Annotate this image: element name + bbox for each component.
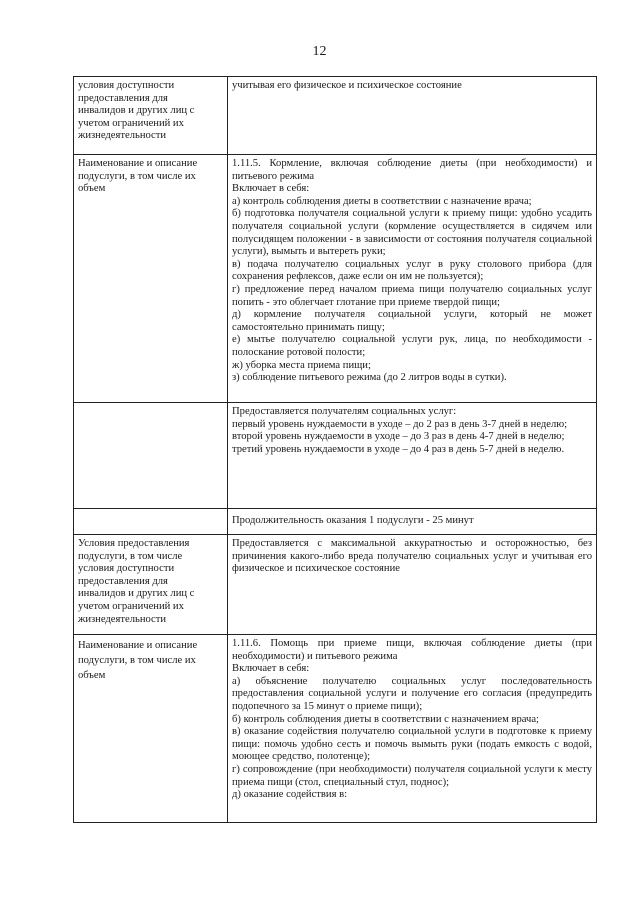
content-line: третий уровень нуждаемости в уходе – до 4 раз в день 5-7 дней в неделю.: [232, 443, 565, 455]
content-line: Предоставляется получателям социальных услуг:: [232, 406, 457, 417]
content-line: 1.11.5. Кормление, включая соблюдение диеты (при необходимости) и питьевого режима: [232, 158, 592, 182]
table-row: [74, 155, 597, 403]
row-label-cell: [74, 535, 228, 635]
page-number: 12: [312, 44, 327, 59]
label-line: Наименование и описание: [78, 158, 198, 169]
label-line: объем: [78, 183, 106, 195]
label-line: жизнедеятельности: [78, 613, 167, 625]
row-label-cell: [74, 403, 228, 509]
row-label-cell: [74, 77, 228, 155]
row-content-cell: [228, 77, 597, 155]
content-line: в) подача получателю социальных услуг в руку столового прибора (для сохранения рефлексов, даже если он им не пользуется);: [232, 258, 592, 283]
label-line: Условия предоставления: [78, 538, 190, 549]
row-label-cell: [74, 509, 228, 535]
content-line: Включает в себя:: [232, 663, 310, 675]
content-line: Продолжительность оказания 1 подуслуги - 25 минут: [232, 515, 474, 526]
label-line: жизнедеятельности: [78, 130, 167, 142]
label-line: предоставления для: [78, 92, 168, 104]
label-line: учетом ограничений их: [78, 600, 184, 612]
content-line: второй уровень нуждаемости в уходе – до 3 раз в день 4-7 дней в неделю;: [232, 431, 565, 443]
table-row: [74, 509, 597, 535]
content-line: е) мытье получателю социальной услуги рук, лица, по необходимости - полоскание ротовой полости;: [232, 334, 592, 358]
content-line: б) контроль соблюдения диеты в соответствии с назначением врача;: [232, 713, 540, 725]
table-row: [74, 77, 597, 155]
table-row: [74, 403, 597, 509]
content-line: 1.11.6. Помощь при приеме пищи, включая соблюдение диеты (при необходимости) и питьевого режима: [232, 638, 592, 662]
content-line: ж) уборка места приема пищи;: [232, 359, 371, 371]
content-line: а) объяснение получателю социальных услуг последовательность предоставления социальной услуги и получение его согласия (предупредить подопечного за 15 минут о приеме пищи);: [232, 675, 592, 712]
row-content-cell: [228, 535, 597, 635]
label-line: Наименование и описание: [78, 640, 198, 651]
content-line: а) контроль соблюдения диеты в соответствии с назначение врача;: [232, 195, 532, 207]
content-line: б) подготовка получателя социальной услуги к приему пищи: удобно усадить получателя социальной услуги (кормление осуществляется в сидячем или полусидящем положении - в зависимости от состояния получателя социальной услуги), вымыть и вытереть руки;: [232, 208, 592, 258]
row-content-cell: [228, 509, 597, 535]
services-table: [73, 76, 597, 823]
content-line: учитывая его физическое и психическое состояние: [232, 80, 462, 91]
label-line: инвалидов и других лиц с: [78, 588, 195, 600]
label-line: подуслуги, в том числе их: [78, 170, 196, 182]
row-content-cell: [228, 155, 597, 403]
row-content-cell: [228, 635, 597, 823]
label-line: подуслуги, в том числе: [78, 550, 183, 562]
table-row: [74, 535, 597, 635]
content-line: первый уровень нуждаемости в уходе – до 2 раз в день 3-7 дней в неделю;: [232, 418, 568, 430]
label-line: предоставления для: [78, 575, 168, 587]
label-line: инвалидов и других лиц с: [78, 105, 195, 117]
label-line: учетом ограничений их: [78, 117, 184, 129]
content-line: в) оказание содействия получателю социальной услуги в подготовке к приему пищи: помочь удобно сесть и помочь вымыть руки (подать емкость с водой, моющее средство, полотенце);: [232, 726, 592, 763]
table-row: [74, 635, 597, 823]
content-line: г) предложение перед началом приема пищи получателю социальных услуг попить - это облегчает глотание при приеме твердой пищи;: [232, 283, 592, 308]
content-line: д) оказание содействия в:: [232, 789, 348, 801]
row-content-cell: [228, 403, 597, 509]
row-label-cell: [74, 155, 228, 403]
row-label-cell: [74, 635, 228, 823]
label-line: условия доступности: [78, 563, 175, 575]
content-line: г) сопровождение (при необходимости) получателя социальной услуги к месту приема пищи (стол, специальный стул, поднос);: [232, 763, 592, 788]
content-line: Предоставляется с максимальной аккуратностью и осторожностью, без причинения какого-либо вреда получателю социальных услуг и учитывая его физическое и психическое состояние: [232, 538, 592, 575]
content-line: Включает в себя:: [232, 183, 310, 195]
label-line: подуслуги, в том числе их: [78, 655, 196, 666]
label-line: условия доступности: [78, 80, 175, 91]
content-line: д) кормление получателя социальной услуги, который не может самостоятельно принимать пищу;: [232, 309, 592, 333]
label-line: объем: [78, 670, 106, 681]
content-line: з) соблюдение питьевого режима (до 2 литров воды в сутки).: [232, 372, 507, 384]
